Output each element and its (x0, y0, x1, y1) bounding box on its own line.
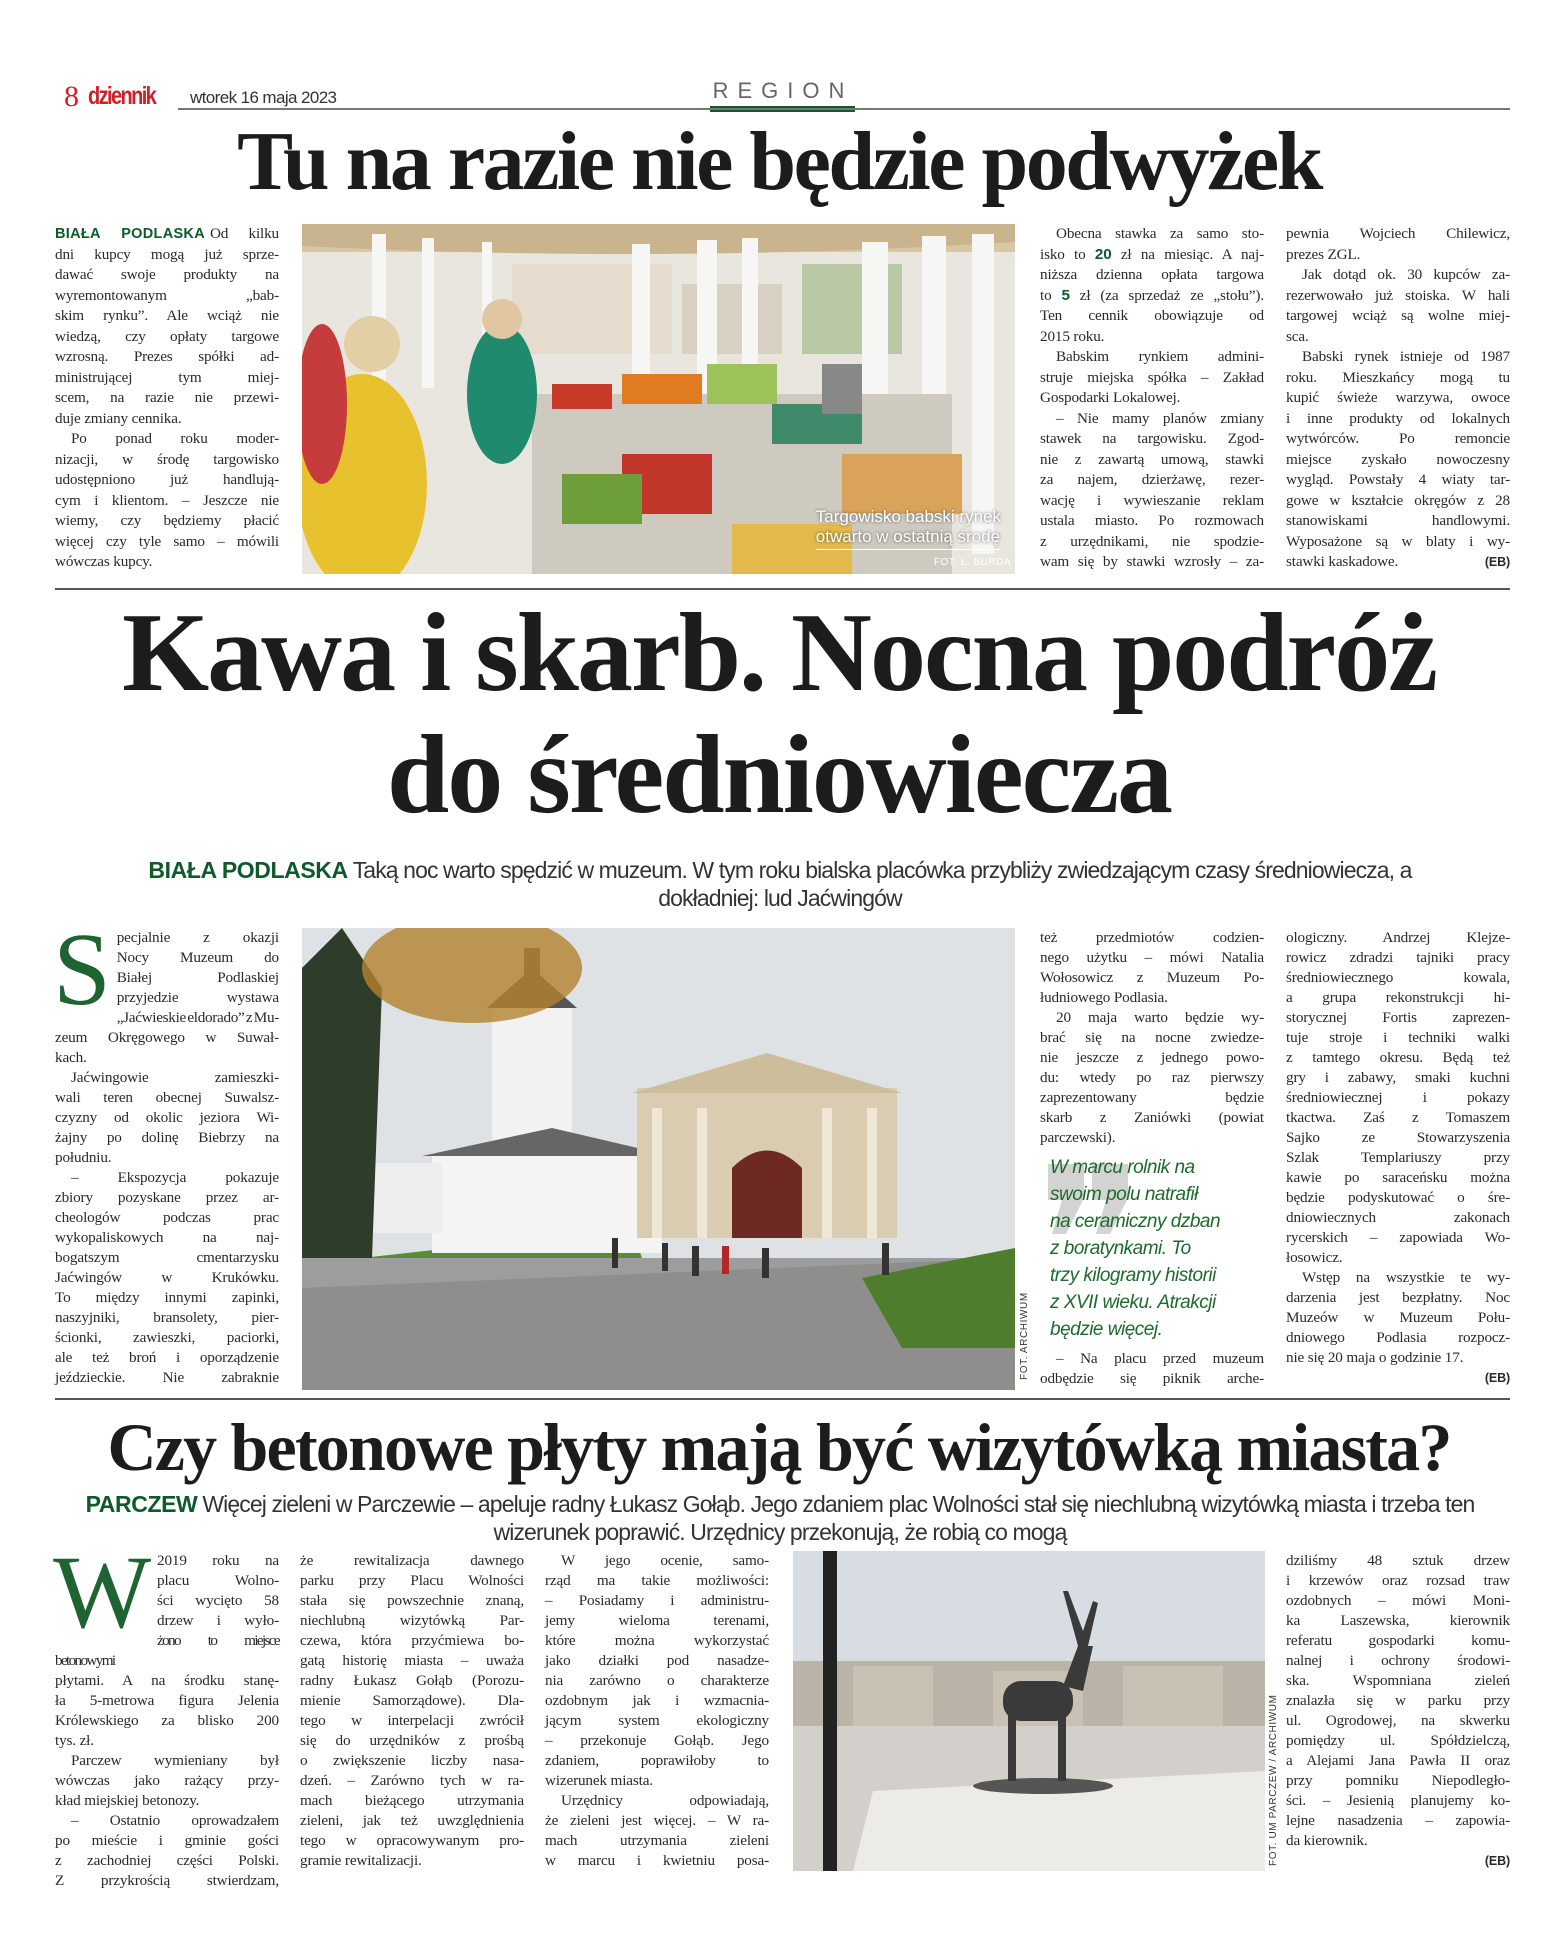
text-line: W jego ocenie, samo- (561, 1552, 769, 1569)
text-line: – Posiadamy i administru- (545, 1592, 769, 1609)
text-line: 2015 roku. (1040, 327, 1105, 345)
text-line: dni kupcy mogą już sprze- (55, 245, 279, 263)
pull-quote-line: będzie więcej. (1050, 1319, 1163, 1340)
text-line: przy pomniku Niepodległo- (1286, 1772, 1510, 1789)
text-line: pomiędzy ul. Spółdzielczą, (1286, 1732, 1510, 1749)
article-2-column-2 (1040, 928, 1264, 1389)
text-line: i inne produkty od lokalnych (1286, 409, 1510, 427)
text-line: ale też broń i oporządzenie (55, 1349, 279, 1366)
text-segment: Od kilku (209, 225, 279, 242)
article-divider (55, 1398, 1510, 1400)
text-line: dziliśmy 48 sztuk drzew (1286, 1552, 1510, 1569)
text-line: Wstęp na wszystkie te wy- (1302, 1269, 1510, 1286)
paragraph (55, 1168, 279, 1388)
paragraph (55, 429, 279, 573)
text-line: wówczas jako rażący przy- (55, 1772, 279, 1789)
text-line: To między innymi zapinki, (55, 1289, 279, 1306)
article-2-photo-museum (302, 928, 1015, 1390)
text-line: udostępniono już handlują- (55, 471, 279, 488)
text-line: Jaćwingów w Krukówku. (55, 1269, 279, 1286)
text-line: du: wtedy po raz pierwszy (1040, 1069, 1264, 1086)
square-photo-image (793, 1551, 1265, 1871)
text-line: południu. (55, 1149, 112, 1166)
text-line: Wyposażone są w blaty i wy- (1286, 532, 1510, 550)
text-line: pewnia Wojciech Chilewicz, (1286, 225, 1510, 242)
text-line: dniowiecznych zakonach (1286, 1209, 1510, 1226)
text-line: Sajko ze Stowarzyszenia (1286, 1129, 1510, 1146)
text-line: z tamtego okresu. Będą też (1286, 1049, 1510, 1066)
photo-caption (816, 507, 1001, 550)
text-line: jemy wieloma terenami, (545, 1612, 769, 1629)
text-line: a grupa rekonstrukcji hi- (1286, 989, 1510, 1006)
text-line: – przekonuje Gołąb. Jego (545, 1732, 769, 1749)
text-line: płytami. A na środku stanę- (55, 1672, 279, 1689)
text-line: Parczew wymieniany był (71, 1752, 279, 1769)
paragraph (300, 1551, 524, 1871)
text-line: że rewitalizacja dawnego (300, 1552, 524, 1569)
paragraph (1286, 347, 1510, 573)
text-line: wykopaliskowych na naj- (55, 1229, 279, 1246)
paragraph (545, 1791, 769, 1871)
text-line: lejne nasadzenia – zapowia- (1286, 1812, 1510, 1829)
text-line: Z przykrością stwierdzam, (55, 1872, 279, 1889)
text-line: zaprezentowany będzie (1040, 1089, 1264, 1106)
paragraph (1040, 347, 1264, 409)
text-line: gry i zabawy, smaki kuchni (1286, 1069, 1510, 1086)
text-line: jako działki pod nasadze- (545, 1652, 769, 1669)
author-signature: (EB) (1484, 555, 1510, 569)
article-1-photo-market (302, 224, 1015, 574)
text-line (55, 224, 279, 245)
paragraph (1286, 1268, 1510, 1368)
text-line: zdaniem, poprawiłoby to (545, 1752, 769, 1769)
text-line: skarb z Zaniówki (powiat (1040, 1109, 1264, 1126)
photo-credit: FOT. ARCHIWUM (1019, 1292, 1030, 1380)
text-line: „Jaćwieskie eldorado” z Mu- (116, 1009, 279, 1026)
pull-quote-line: swoim polu natrafił (1050, 1184, 1198, 1205)
photo-credit: FOT. UM PARCZEW / ARCHIWUM (1268, 1694, 1279, 1866)
text-line: wygląd. Powstały 4 wiaty tar- (1286, 471, 1510, 488)
text-line: Obecna stawka za samo sto- (1056, 225, 1264, 242)
text-line: mienie Samorządowe). Dla- (300, 1692, 524, 1709)
pull-quote (1040, 1154, 1264, 1343)
article-2-column-1 (53, 912, 279, 1388)
text-line: średniowiecznego kowala, (1286, 969, 1510, 986)
text-line: łudniowego Podlasia. (1040, 989, 1168, 1006)
text-line: zbiory pozyskane przez ar- (55, 1189, 279, 1206)
page-number: 8 (64, 80, 79, 113)
article-2-lead (110, 856, 1450, 912)
lead-text: Więcej zieleni w Parczewie – apeluje radny Łukasz Gołąb. Jego zdaniem plac Wolności stał się niechlubną wizytówką miasta i trzeba ten wizerunek poprawić. Urzędnicy przekonują, że robią co mogą (202, 1491, 1475, 1545)
text-line: w marcu i kwietniu posa- (545, 1852, 769, 1869)
text-line: drzew i wyło- (157, 1612, 279, 1629)
paragraph (1040, 409, 1264, 573)
text-line: wację i wywieszanie reklam (1040, 491, 1264, 509)
text-line: niechlubną wizytówką Par- (300, 1612, 524, 1629)
text-line: odbędzie się piknik arche- (1040, 1370, 1264, 1387)
text-line: znalazła się w parku przy (1286, 1692, 1510, 1709)
text-line (1040, 245, 1264, 266)
text-line: cym i klientom. – Jeszcze nie (55, 491, 279, 509)
text-line: wówczas kupcy. (55, 553, 153, 570)
text-line: za najem, dzierżawę, rezer- (1040, 471, 1264, 488)
pull-quote-line: na ceramiczny dzban (1050, 1211, 1221, 1232)
paragraph (55, 1068, 279, 1168)
text-line: będzie podyskutować o śre- (1286, 1189, 1510, 1206)
paragraph (55, 1751, 279, 1811)
text-line: więcej czy tyle samo – mówili (55, 532, 279, 550)
text-line: nie jeszcze z jednego powo- (1040, 1049, 1264, 1066)
text-line: zeum Okręgowego w Suwał- (55, 1029, 279, 1046)
text-line: wytwórców. Po remoncie (1286, 430, 1510, 447)
text-line: ka Laszewska, kierownik (1286, 1612, 1510, 1629)
text-line: Ten cennik obowiązuje od (1040, 307, 1264, 324)
highlighted-price: 20 (1094, 245, 1112, 263)
text-line: ustala miasto. Po rozmowach (1040, 512, 1264, 529)
lead-location: BIAŁA PODLASKA (148, 857, 348, 883)
paragraph (545, 1551, 769, 1791)
pull-quote-line: z XVII wieku. Atrakcji (1050, 1292, 1216, 1313)
text-line: ścionki, zawieszki, paciorki, (55, 1329, 279, 1346)
paragraph (1286, 1551, 1510, 1851)
text-line: nie z zawartą umową, stawki (1040, 450, 1264, 468)
section-label: REGION (712, 78, 854, 103)
text-line: Babski rynek istnieje od 1987 (1302, 348, 1510, 365)
text-line: które można wykorzystać (545, 1632, 769, 1649)
text-segment: zł na miesiąc. A naj- (1111, 245, 1264, 263)
text-line: kawie po saraceńsku można (1286, 1169, 1510, 1186)
text-segment: to (1040, 286, 1062, 304)
text-segment: zł (za sprzedaż ze „stołu”). (1069, 286, 1264, 304)
text-line: o zwiększenie liczby nasa- (300, 1752, 524, 1769)
text-line: 2019 roku na (157, 1552, 279, 1569)
text-line: też przedmiotów codzien- (1040, 929, 1264, 946)
text-line: cheologów podczas prac (55, 1209, 279, 1226)
pull-quote-line: trzy kilogramy historii (1050, 1265, 1216, 1286)
text-line: stanowiskami handlowymi. (1286, 512, 1510, 529)
text-line: duje zmiany cennika. (55, 409, 182, 427)
article-1-column-3 (1286, 224, 1510, 573)
lead-text: Taką noc warto spędzić w muzeum. W tym roku bialska placówka przybliży zwiedzającym czasy średniowiecza, a dokładniej: lud Jaćwingów (352, 857, 1412, 911)
text-line: wiemy, czy będziemy płacić (55, 512, 279, 529)
article-3-column-1 (53, 1535, 279, 1891)
paragraph (53, 912, 279, 1068)
text-line: średniowiecznej i pokazy (1286, 1089, 1510, 1106)
text-line: ul. Ogrodowej, na skwerku (1286, 1712, 1510, 1729)
text-line: storycznej Fortis zaprezen- (1286, 1009, 1510, 1026)
text-line: Królewskiego za blisko 200 (55, 1712, 279, 1729)
text-line: tuje stroje i techniki walki (1286, 1029, 1510, 1046)
text-line: z urzędnikami, nie spodzie- (1040, 532, 1264, 550)
text-line: darzenia jest bezpłatny. Noc (1286, 1289, 1510, 1306)
article-3-column-2 (300, 1551, 524, 1871)
text-line: dzeń. – Zarówno tych w ra- (300, 1772, 524, 1789)
newspaper-logo: dziennik (88, 82, 156, 110)
text-segment: isko to (1040, 245, 1095, 263)
text-line: a Alejami Jana Pawła II oraz (1286, 1752, 1510, 1769)
article-1-headline: Tu na razie nie będzie podwyżek (237, 115, 1321, 208)
text-line: scem, na razie nie przewi- (55, 389, 279, 406)
text-line: czyzny od okolic jeziora Wi- (55, 1109, 279, 1126)
text-line (1286, 552, 1510, 573)
paragraph (55, 224, 279, 429)
text-line: Po ponad roku moder- (71, 430, 279, 447)
pull-quote-line: z boratynkami. To (1050, 1238, 1191, 1259)
photo-credit: FOT. Ł. BURDA (933, 557, 1011, 568)
text-line: Jak dotąd ok. 30 kupców za- (1302, 266, 1510, 283)
text-line: wiedzą, czy opłaty targowe (55, 327, 279, 345)
text-line: rycerskich – zapowiada Wo- (1286, 1229, 1510, 1246)
text-line: tkactwa. Zaś z Tomaszem (1286, 1109, 1510, 1126)
text-line: nalnej i ochrony środowi- (1286, 1652, 1510, 1669)
text-line: parczewski). (1040, 1129, 1116, 1146)
text-line: jeździeckie. Nie zabraknie (55, 1369, 279, 1386)
text-line: z zachodniej części Polski. (55, 1852, 279, 1869)
text-line: niższa dzienna opłata targowa (1040, 266, 1264, 283)
text-line: brać się na nocne zwiedze- (1040, 1029, 1264, 1046)
text-line: kach. (55, 1049, 87, 1066)
text-line: nie się 20 maja o godzinie 17. (1286, 1349, 1464, 1366)
highlighted-price: 5 (1061, 286, 1070, 304)
drop-cap: W (53, 1535, 152, 1650)
text-line: – Ostatnio oprowadzałem (71, 1812, 279, 1829)
text-line: gowe w kształcie okręgów z 28 (1286, 491, 1510, 509)
text-line: prezes ZGL. (1286, 245, 1361, 263)
text-line: kład miejskiej betonozy. (55, 1792, 200, 1809)
paragraph (1286, 928, 1510, 1268)
text-line: dniowego Podlasia rozpocz- (1286, 1329, 1510, 1346)
text-line: kupić świeże warzywa, owoce (1286, 389, 1510, 406)
text-line: placu Wolno- (157, 1572, 279, 1589)
text-line: rowicz zdradzi tajniki pracy (1286, 949, 1510, 966)
article-divider (55, 588, 1510, 590)
text-line: bogatszym cmentarzysku (55, 1249, 279, 1266)
text-line: rezerwowało już stoiska. W hali (1286, 286, 1510, 304)
text-line: radny Łukasz Gołąb (Porozu- (300, 1672, 524, 1689)
article-2-column-3 (1286, 928, 1510, 1388)
text-line: ministrującej tym miej- (55, 368, 279, 386)
text-line: się do urzędników z prośbą (300, 1732, 524, 1749)
article-1-column-2 (1040, 224, 1264, 573)
text-line: – Ekspozycja pokazuje (71, 1169, 279, 1186)
text-line: struje miejska spółka – Zakład (1040, 368, 1264, 386)
text-line: miejsce zyskało nowoczesny (1286, 450, 1510, 468)
paragraph (1286, 224, 1510, 265)
text-line: skim rynku”. Ale wciąż nie (55, 307, 279, 324)
paragraph (1286, 265, 1510, 347)
author-signature: (EB) (1484, 1854, 1510, 1868)
text-line: tego w interpelacji zwrócił (300, 1712, 524, 1729)
text-line: pecjalnie z okazji (116, 929, 279, 946)
text-line: wizerunek miasta. (545, 1772, 653, 1789)
text-line: stawek na targowisku. Zgod- (1040, 430, 1264, 447)
text-line: ści. – Jesienią planujemy ko- (1286, 1792, 1510, 1809)
drop-cap: S (53, 912, 111, 1027)
text-line: – Nie mamy planów zmiany (1056, 409, 1264, 427)
text-line: – Na placu przed muzeum (1056, 1350, 1264, 1367)
text-line: jącym system ekologiczny (545, 1712, 769, 1729)
museum-photo-image (302, 928, 1015, 1390)
text-line: da kierownik. (1286, 1832, 1368, 1849)
headline-line-1: Kawa i skarb. Nocna podróż (122, 591, 1436, 715)
location-kicker: BIAŁA PODLASKA (55, 226, 205, 242)
paragraph (55, 1811, 279, 1891)
text-line: gatą historię miasta – uważa (300, 1652, 524, 1669)
article-3-column-4 (1286, 1551, 1510, 1871)
text-line: parku przy Placu Wolności (300, 1572, 524, 1589)
text-line: łosowicz. (1286, 1249, 1343, 1266)
text-line: ła 5-metrowa figura Jelenia (55, 1692, 279, 1709)
text-line: że zieleni jest więcej. – W ra- (545, 1812, 769, 1829)
text-line: Urzędnicy odpowiadają, (561, 1792, 769, 1809)
text-line: Jaćwingowie zamieszki- (71, 1069, 279, 1086)
text-line: rząd ma takie możliwości: (545, 1572, 769, 1589)
text-line: Muzeów w Muzeum Połu- (1286, 1309, 1510, 1326)
text-line: Babskim rynkiem admini- (1056, 348, 1264, 365)
paragraph (1040, 224, 1264, 347)
text-line: wam się by stawki wzrosły – za- (1040, 553, 1264, 570)
text-line: ozdobnych – mówi Moni- (1286, 1592, 1510, 1609)
pull-quote-line: W marcu rolnik na (1050, 1157, 1195, 1178)
text-line: mach bieżącego utrzymania (300, 1792, 524, 1809)
text-line: nizacji, w środę targowisko (55, 450, 279, 468)
text-line: Szlak Templariuszy przy (1286, 1149, 1510, 1166)
text-line: Wołosowicz z Muzeum Po- (1040, 969, 1264, 986)
text-line: po mieście i gminie gości (55, 1832, 279, 1849)
article-1-column-1 (55, 224, 279, 573)
text-line: referatu gospodarki komu- (1286, 1632, 1510, 1649)
headline-line-2: do średniowiecza (386, 713, 1172, 837)
lead-location: PARCZEW (85, 1491, 198, 1517)
text-line: targowej wciąż są wolne miej- (1286, 307, 1510, 324)
text-line: wzrosną. Prezes spółki ad- (55, 348, 279, 365)
text-line: Białej Podlaskiej (116, 969, 279, 986)
text-line: zieleni, jak też uwzględnienia (300, 1812, 524, 1829)
text-line: wali teren obecnej Suwalsz- (55, 1089, 279, 1106)
text-line: przyjedzie wystawa (116, 989, 279, 1006)
text-line: nego użytku – mówi Natalia (1040, 949, 1264, 966)
text-line: i krzewów oraz rozsad traw (1286, 1572, 1510, 1589)
text-line: ozdobnym jak i wzmacnia- (545, 1692, 769, 1709)
text-line: dawać swoje produkty na (55, 266, 279, 283)
article-2-headline (0, 592, 1558, 836)
article-3-lead (60, 1490, 1500, 1546)
text-line: ści wycięto 58 (157, 1592, 279, 1609)
author-signature: (EB) (1484, 1371, 1510, 1385)
header-rule (178, 108, 1510, 110)
issue-date: wtorek 16 maja 2023 (190, 88, 337, 107)
paragraph (1040, 1008, 1264, 1148)
text-segment: stawki kaskadowe. (1286, 553, 1399, 570)
text-line: tego w opracowywanym pro- (300, 1832, 524, 1849)
text-line: ologiczny. Andrzej Klejze- (1286, 929, 1510, 946)
text-line: żono to miejsce betonowymi (55, 1632, 279, 1669)
text-line: sca. (1286, 327, 1309, 345)
caption-line-2: otwarto w ostatnią środę (815, 527, 1001, 546)
text-line: roku. Mieszkańcy mogą tu (1286, 368, 1510, 386)
text-line: Nocy Muzeum do (116, 949, 279, 966)
text-line: stała się powszechnie znaną, (300, 1592, 524, 1609)
text-line: 20 maja warto będzie wy- (1056, 1009, 1264, 1026)
text-line: czewa, która przyćmiewa bo- (300, 1632, 524, 1649)
text-line: wyremontowanym „bab- (55, 286, 279, 304)
text-line: żajny po dolinę Biebrzy na (55, 1129, 279, 1146)
text-line: nia zarówno o charakterze (545, 1672, 769, 1689)
text-line: naszyjniki, bransolety, pier- (55, 1309, 279, 1326)
article-3-column-3 (545, 1551, 769, 1871)
paragraph (53, 1535, 279, 1751)
caption-line-1: Targowisko babski rynek (815, 507, 1001, 526)
text-line: tys. zł. (55, 1732, 94, 1749)
article-3-photo-square (793, 1551, 1265, 1871)
paragraph (1040, 1349, 1264, 1389)
article-3-headline: Czy betonowe płyty mają być wizytówką miasta? (107, 1409, 1451, 1485)
text-line (1040, 286, 1264, 307)
text-line: mach utrzymania zieleni (545, 1832, 769, 1849)
text-line: Gospodarki Lokalowej. (1040, 389, 1181, 406)
text-line: gramie rewitalizacji. (300, 1852, 422, 1869)
paragraph (1040, 928, 1264, 1008)
text-line: ska. Wspomniana zieleń (1286, 1672, 1510, 1689)
